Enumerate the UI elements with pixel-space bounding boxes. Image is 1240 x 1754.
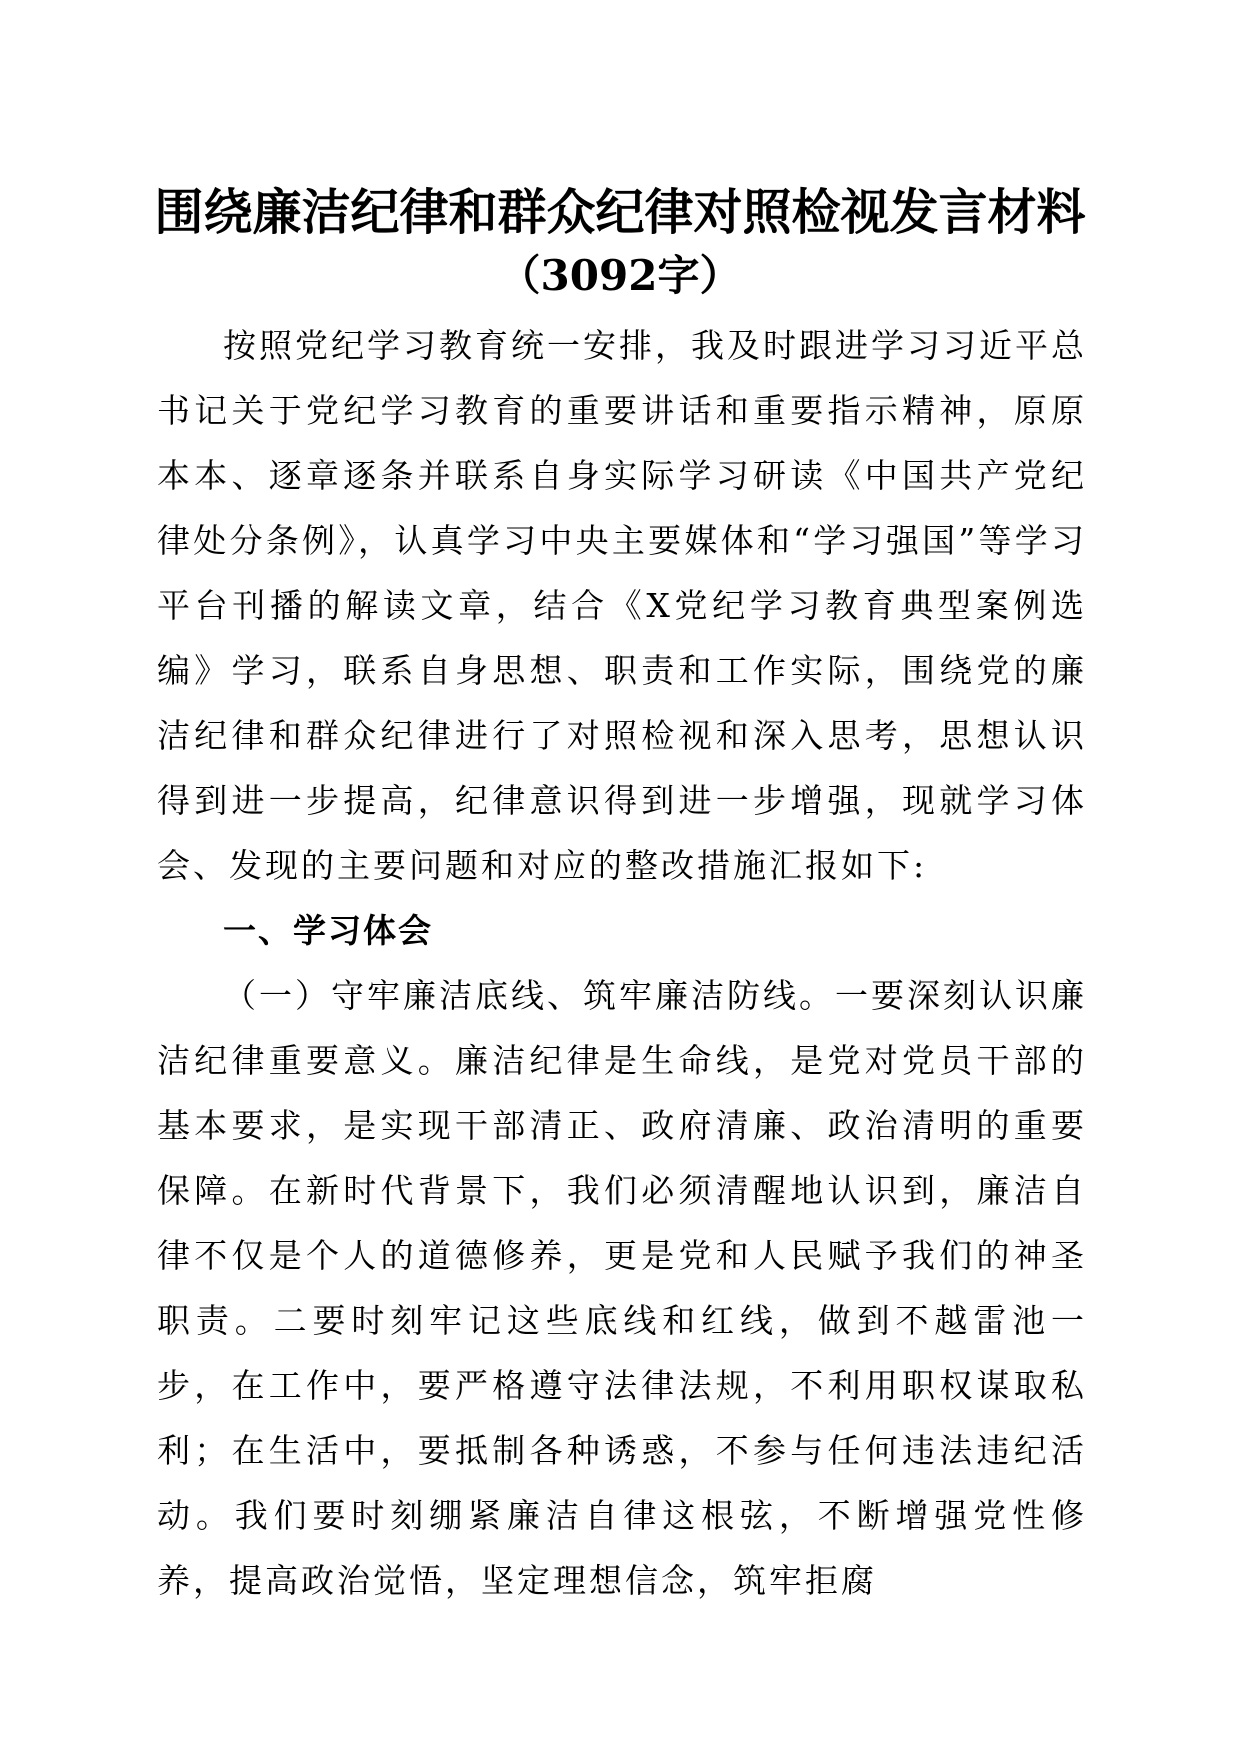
section-paragraph: （一）守牢廉洁底线、筑牢廉洁防线。一要深刻认识廉洁纪律重要意义。廉洁纪律是生命线，是党对党员干部的基本要求，是实现干部清正、政府清廉、政治清明的重要保障。在新时代背景下，我们必须清醒地认识到，廉洁自律不仅是个人的道德修养，更是党和人民赋予我们的神圣职责。二要时刻牢记这些底线和红线，做到不越雷池一步，在工作中，要严格遵守法律法规，不利用职权谋取私利；在生活中，要抵制各种诱惑，不参与任何违法违纪活动。我们要时刻绷紧廉洁自律这根弦，不断增强党性修养，提高政治觉悟，坚定理想信念，筑牢拒腐 — [157, 976, 1087, 1600]
section-heading: 一、学习体会 — [223, 911, 433, 950]
document-body — [157, 313, 1087, 1613]
intro-paragraph: 按照党纪学习教育统一安排，我及时跟进学习习近平总书记关于党纪学习教育的重要讲话和重要指示精神，原原本本、逐章逐条并联系自身实际学习研读《中国共产党纪律处分条例》，认真学习中央主要媒体和“学习强国”等学习平台刊播的解读文章，结合《X党纪学习教育典型案例选编》学习，联系自身思想、职责和工作实际，围绕党的廉洁纪律和群众纪律进行了对照检视和深入思考，思想认识得到进一步提高，纪律意识得到进一步增强，现就学习体会、发现的主要问题和对应的整改措施汇报如下: — [157, 326, 1087, 885]
document-word-count: （3092字） — [498, 251, 742, 300]
document-title: 围绕廉洁纪律和群众纪律对照检视发言材料 — [154, 183, 1086, 241]
